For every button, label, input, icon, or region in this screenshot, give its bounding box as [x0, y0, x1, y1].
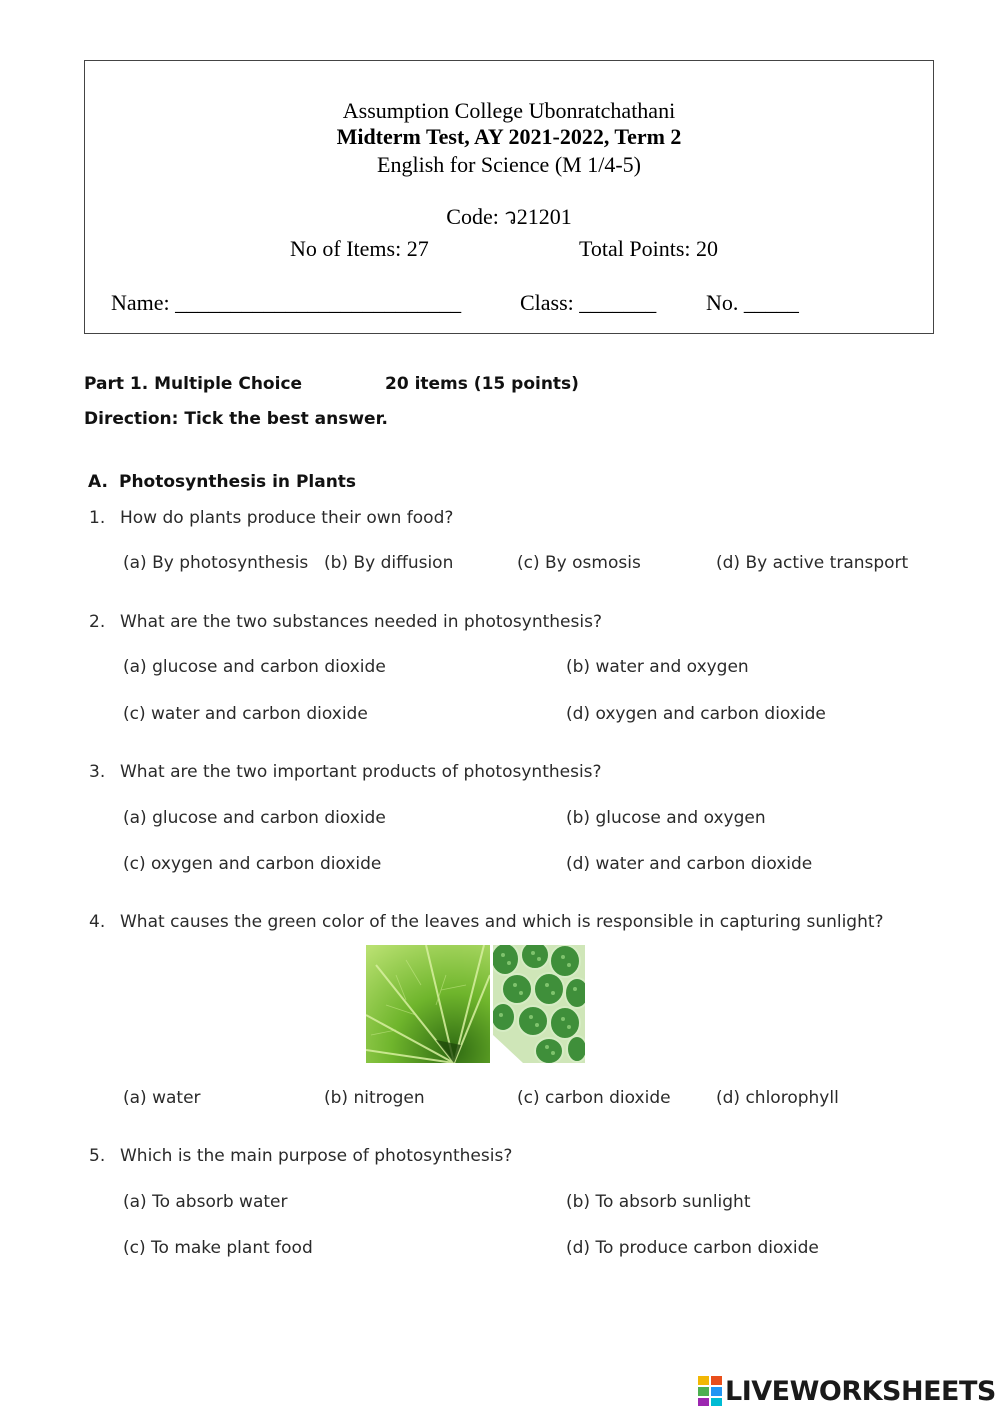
- header-box: [84, 60, 934, 334]
- option-d[interactable]: (d) By active transport: [716, 553, 909, 573]
- cell-photo: [493, 945, 585, 1063]
- option-b[interactable]: (b) nitrogen: [324, 1088, 425, 1108]
- liveworksheets-logo: [698, 1374, 996, 1408]
- question-number: 4.: [89, 912, 106, 932]
- option-c[interactable]: (c) To make plant food: [123, 1238, 313, 1258]
- option-c[interactable]: (c) carbon dioxide: [517, 1088, 671, 1108]
- class-field[interactable]: Class: _______: [520, 290, 657, 315]
- question-number: 2.: [89, 612, 106, 632]
- question-text: What are the two substances needed in photosynthesis?: [120, 612, 602, 632]
- option-d[interactable]: (d) To produce carbon dioxide: [566, 1238, 819, 1258]
- leaf-photo: [366, 945, 490, 1063]
- question-text: What are the two important products of photosynthesis?: [120, 762, 602, 782]
- option-b[interactable]: (b) glucose and oxygen: [566, 808, 766, 828]
- items-count: No of Items: 27: [290, 236, 429, 261]
- course-code: Code: ว21201: [446, 204, 572, 229]
- option-a[interactable]: (a) By photosynthesis: [123, 553, 309, 573]
- option-c[interactable]: (c) By osmosis: [517, 553, 641, 573]
- option-d[interactable]: (d) chlorophyll: [716, 1088, 839, 1108]
- section-letter: A.: [88, 472, 108, 492]
- option-a[interactable]: (a) glucose and carbon dioxide: [123, 808, 386, 828]
- number-field[interactable]: No. _____: [706, 290, 799, 315]
- school-name: Assumption College Ubonratchathani: [342, 98, 676, 123]
- subject-title: English for Science (M 1/4-5): [377, 152, 641, 177]
- liveworksheets-icon: [698, 1376, 722, 1406]
- option-d[interactable]: (d) water and carbon dioxide: [566, 854, 813, 874]
- question-number: 3.: [89, 762, 106, 782]
- question-number: 1.: [89, 508, 106, 528]
- option-b[interactable]: (b) To absorb sunlight: [566, 1192, 751, 1212]
- option-a[interactable]: (a) To absorb water: [123, 1192, 288, 1212]
- option-a[interactable]: (a) glucose and carbon dioxide: [123, 657, 386, 677]
- part-title: Part 1. Multiple Choice: [84, 374, 303, 394]
- total-points: Total Points: 20: [579, 236, 719, 261]
- part-count: 20 items (15 points): [385, 374, 579, 394]
- question-text: What causes the green color of the leaves and which is responsible in capturing sunlight?: [120, 912, 884, 932]
- question-text: Which is the main purpose of photosynthesis?: [120, 1146, 513, 1166]
- direction: Direction: Tick the best answer.: [84, 409, 388, 429]
- option-c[interactable]: (c) water and carbon dioxide: [123, 704, 368, 724]
- question-text: How do plants produce their own food?: [120, 508, 454, 528]
- question-number: 5.: [89, 1146, 106, 1166]
- brand-name: LIVEWORKSHEETS: [725, 1375, 996, 1407]
- option-b[interactable]: (b) water and oxygen: [566, 657, 749, 677]
- test-title: Midterm Test, AY 2021-2022, Term 2: [336, 124, 682, 149]
- option-b[interactable]: (b) By diffusion: [324, 553, 454, 573]
- option-c[interactable]: (c) oxygen and carbon dioxide: [123, 854, 382, 874]
- option-a[interactable]: (a) water: [123, 1088, 201, 1108]
- section-title: Photosynthesis in Plants: [119, 472, 357, 492]
- option-d[interactable]: (d) oxygen and carbon dioxide: [566, 704, 826, 724]
- name-field[interactable]: Name: __________________________: [111, 290, 462, 315]
